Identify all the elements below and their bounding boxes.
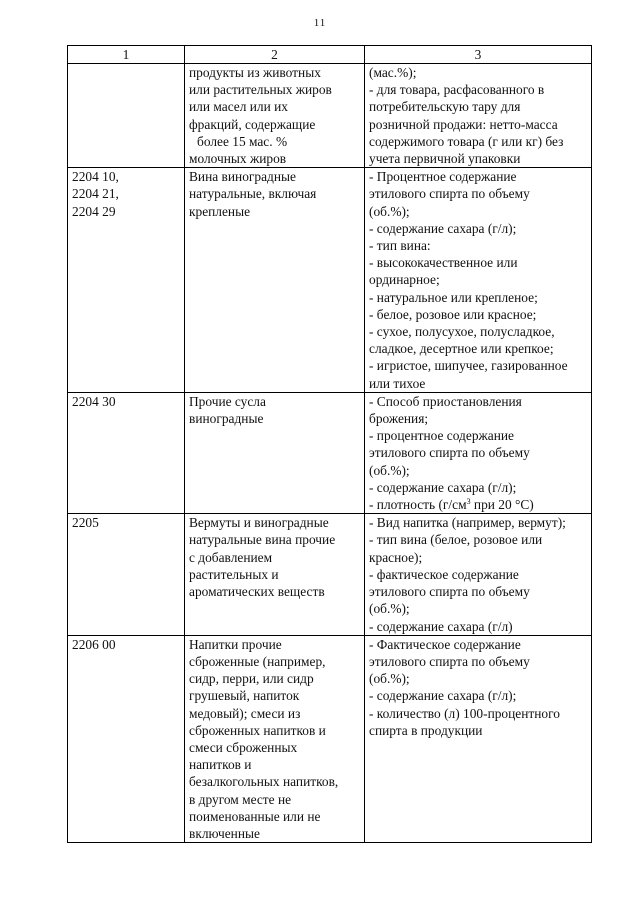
name-cell bbox=[185, 635, 365, 842]
name-line: Вермуты и виноградные bbox=[189, 515, 329, 531]
name-line: виноградные bbox=[189, 411, 264, 427]
code-cell bbox=[68, 168, 185, 393]
table-row bbox=[68, 514, 592, 635]
table-header-row bbox=[68, 46, 592, 64]
name-cell bbox=[185, 392, 365, 513]
code-line: 2206 00 bbox=[72, 636, 116, 652]
attribute-line: - Вид напитка (например, вермут); bbox=[369, 515, 566, 531]
attribute-line: - сухое, полусухое, полусладкое, bbox=[369, 324, 555, 340]
attribute-line: сладкое, десертное или крепкое; bbox=[369, 341, 554, 357]
name-line: в другом месте не bbox=[189, 791, 292, 807]
name-line: напитков и bbox=[189, 757, 252, 773]
attributes-cell bbox=[365, 64, 592, 168]
column-header-2: 2 bbox=[185, 46, 365, 64]
attribute-line: (об.%); bbox=[369, 671, 410, 687]
attributes-cell bbox=[365, 392, 592, 513]
code-cell bbox=[68, 514, 185, 635]
attribute-line: брожения; bbox=[369, 411, 429, 427]
code-line: 2204 29 bbox=[72, 203, 116, 219]
name-line: ароматических веществ bbox=[189, 584, 325, 600]
attribute-line: - Фактическое содержание bbox=[369, 636, 521, 652]
attribute-line: - натуральное или крепленое; bbox=[369, 289, 538, 305]
name-cell bbox=[185, 168, 365, 393]
table-row bbox=[68, 64, 592, 168]
attribute-line: (об.%); bbox=[369, 203, 410, 219]
column-header-3: 3 bbox=[365, 46, 592, 64]
name-line: медовый); смеси из bbox=[189, 705, 301, 721]
attribute-line: (мас.%); bbox=[369, 65, 417, 80]
name-line: Напитки прочие bbox=[189, 636, 282, 652]
name-line: Вина виноградные bbox=[189, 169, 296, 185]
code-line: 2205 bbox=[72, 515, 99, 531]
attribute-line: - белое, розовое или красное; bbox=[369, 306, 537, 322]
attribute-line: - игристое, шипучее, газированное bbox=[369, 358, 568, 374]
name-line: сброженных напитков и bbox=[189, 722, 326, 738]
table-row bbox=[68, 392, 592, 513]
attribute-line: ординарное; bbox=[369, 272, 440, 288]
attribute-line: - высококачественное или bbox=[369, 255, 518, 271]
code-cell bbox=[68, 64, 185, 168]
attribute-line: - содержание сахара (г/л); bbox=[369, 479, 517, 495]
attribute-line: или тихое bbox=[369, 375, 426, 391]
attribute-line: этилового спирта по объему bbox=[369, 584, 530, 600]
attributes-cell bbox=[365, 168, 592, 393]
name-line: сидр, перри, или сидр bbox=[189, 671, 314, 687]
attribute-line: этилового спирта по объему bbox=[369, 186, 530, 202]
name-line: фракций, содержащие bbox=[189, 116, 316, 132]
attribute-line: - процентное содержание bbox=[369, 428, 514, 444]
attribute-line: (об.%); bbox=[369, 601, 410, 617]
code-line: 2204 10, bbox=[72, 169, 119, 185]
attribute-line: - для товара, расфасованного в bbox=[369, 82, 545, 98]
name-line: молочных жиров bbox=[189, 151, 287, 167]
attribute-line: этилового спирта по объему bbox=[369, 653, 530, 669]
attribute-line: - содержание сахара (г/л); bbox=[369, 688, 517, 704]
goods-table bbox=[67, 45, 592, 843]
name-line: растительных и bbox=[189, 566, 279, 582]
attribute-line: - фактическое содержание bbox=[369, 566, 519, 582]
density-suffix: при 20 °С) bbox=[470, 497, 534, 513]
attribute-line: потребительскую тару для bbox=[369, 99, 521, 115]
name-cell bbox=[185, 64, 365, 168]
name-line: или масел или их bbox=[189, 99, 288, 115]
name-line: более 15 мас. % bbox=[197, 133, 288, 149]
attribute-line: этилового спирта по объему bbox=[369, 445, 530, 461]
name-line: поименованные или не bbox=[189, 808, 321, 824]
name-line: продукты из животных bbox=[189, 65, 321, 80]
name-line: смеси сброженных bbox=[189, 739, 298, 755]
name-line: включенные bbox=[189, 825, 260, 841]
column-header-1: 1 bbox=[68, 46, 185, 64]
name-line: безалкогольных напитков, bbox=[189, 774, 339, 790]
name-line: или растительных жиров bbox=[189, 82, 332, 98]
code-cell bbox=[68, 392, 185, 513]
attribute-line: - тип вина: bbox=[369, 238, 431, 254]
attribute-line: - Процентное содержание bbox=[369, 169, 517, 185]
attribute-line: - тип вина (белое, розовое или bbox=[369, 532, 543, 548]
attribute-line: - количество (л) 100-процентного bbox=[369, 705, 560, 721]
name-line: сброженные (например, bbox=[189, 653, 326, 669]
name-line: крепленые bbox=[189, 203, 251, 219]
page-number: 11 bbox=[313, 17, 327, 29]
attributes-cell bbox=[365, 514, 592, 635]
density-prefix: - плотность (г/см bbox=[369, 497, 467, 513]
attribute-line: учета первичной упаковки bbox=[369, 151, 521, 167]
attribute-line: содержимого товара (г или кг) без bbox=[369, 133, 564, 149]
name-line: грушевый, напиток bbox=[189, 688, 300, 704]
attribute-line: - содержание сахара (г/л) bbox=[369, 618, 513, 634]
table-row bbox=[68, 168, 592, 393]
attribute-line: спирта в продукции bbox=[369, 722, 483, 738]
name-cell bbox=[185, 514, 365, 635]
table-row bbox=[68, 635, 592, 842]
attribute-line: красное); bbox=[369, 549, 423, 565]
code-line: 2204 21, bbox=[72, 186, 119, 202]
name-line: Прочие сусла bbox=[189, 393, 266, 409]
code-line: 2204 30 bbox=[72, 393, 116, 409]
code-cell bbox=[68, 635, 185, 842]
attribute-line: розничной продажи: нетто-масса bbox=[369, 116, 558, 132]
attribute-line: - содержание сахара (г/л); bbox=[369, 220, 517, 236]
name-line: натуральные, включая bbox=[189, 186, 317, 202]
attributes-cell bbox=[365, 635, 592, 842]
attribute-line: - Способ приостановления bbox=[369, 393, 522, 409]
name-line: натуральные вина прочие bbox=[189, 532, 336, 548]
density-superscript: 3 bbox=[466, 497, 471, 507]
name-line: с добавлением bbox=[189, 549, 273, 565]
attribute-line: (об.%); bbox=[369, 462, 410, 478]
density-line bbox=[369, 496, 588, 513]
